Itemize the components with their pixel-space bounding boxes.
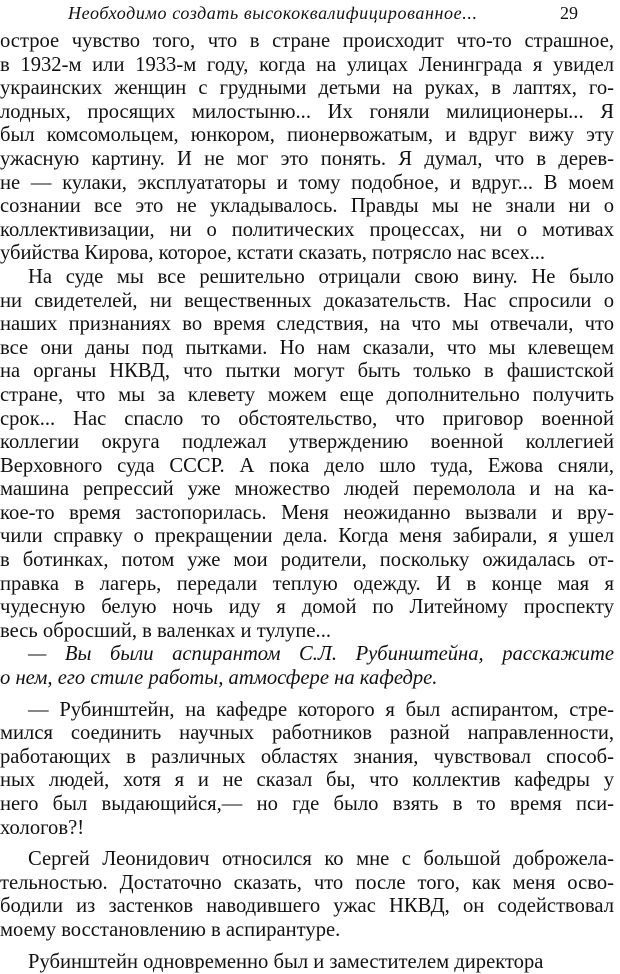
text-line: — Рубинштейн, на кафедре которого я был аспирантом, стре- bbox=[28, 698, 614, 721]
text-line: в ботинках, потом уже мои родители, поскольку ожидалась от- bbox=[0, 549, 614, 572]
paragraph bbox=[0, 643, 614, 690]
text-line: сознании все это не укладывалось. Правды мы не знали ни о bbox=[0, 195, 614, 218]
paragraph bbox=[0, 848, 614, 942]
text-line: лодных, просящих милостыню... Их гоняли милиционеры... Я bbox=[0, 100, 614, 123]
page-header bbox=[0, 3, 620, 27]
text-line: ужасную картину. И не мог это понять. Я думал, что в дерев- bbox=[0, 147, 614, 170]
text-line: не — кулаки, эксплуататоры и тому подобное, и вдруг... В моем bbox=[0, 171, 614, 194]
text-line: ных людей, хотя я и не сказал бы, что коллектив кафедры у bbox=[0, 769, 614, 792]
text-line: острое чувство того, что в стране происходит что-то страшное, bbox=[0, 30, 614, 52]
text-line: Рубинштейн одновременно был и заместителем директора bbox=[28, 950, 544, 973]
body-text bbox=[0, 30, 614, 974]
text-line: убийства Кирова, которое, кстати сказать, потрясло нас всех... bbox=[0, 242, 546, 265]
text-line: хологов?! bbox=[0, 816, 85, 839]
paragraph bbox=[0, 699, 614, 841]
text-line: него был выдающийся,— но где было взять в то время пси- bbox=[0, 793, 614, 815]
text-line: На суде мы все решительно отрицали свою вину. Не было bbox=[28, 265, 614, 288]
text-line: чили справку о прекращении дела. Когда меня забирали, я ушел bbox=[0, 525, 614, 548]
text-line: украинских женщин с грудными детьми на руках, в лаптях, го- bbox=[0, 77, 614, 100]
text-line: Сергей Леонидович относился ко мне с большой доброжела- bbox=[28, 848, 614, 871]
text-line: чудесную белую ночь иду я домой по Литейному проспекту bbox=[0, 596, 614, 619]
text-line: все они даны под пытками. Но нам сказали, что мы клевещем bbox=[0, 336, 614, 359]
paragraph bbox=[0, 951, 614, 974]
text-line: о нем, его стиле работы, атмосфере на кафедре. bbox=[0, 667, 438, 690]
text-line: работающих в различных областях знания, чувствовал способ- bbox=[0, 745, 614, 768]
text-line: моему восстановлению в аспирантуре. bbox=[0, 918, 341, 941]
text-line: весь обросший, в валенках и тулупе... bbox=[0, 619, 331, 642]
text-line: коллегии округа подлежал утверждению военной коллегией bbox=[0, 431, 614, 454]
page-number: 29 bbox=[560, 3, 578, 23]
text-line: срок... Нас спасло то обстоятельство, что приговор военной bbox=[0, 407, 614, 430]
text-line: — Вы были аспирантом С.Л. Рубинштейна, расскажите bbox=[28, 643, 614, 666]
text-line: наших признаниях во время следствия, на что мы отвечали, что bbox=[0, 313, 614, 336]
paragraph bbox=[0, 30, 614, 266]
text-line: был комсомольцем, юнкором, пионервожатым, и вдруг вижу эту bbox=[0, 124, 614, 147]
text-line: ни свидетелей, ни вещественных доказательств. Нас спросили о bbox=[0, 289, 614, 312]
text-line: машина репрессий уже множество людей перемолола и на ка- bbox=[0, 478, 614, 501]
text-line: Верховного суда СССР. А пока дело шло туда, Ежова сняли, bbox=[0, 454, 614, 477]
text-line: правка в лагерь, передали теплую одежду. И в конце мая я bbox=[0, 572, 614, 595]
running-title: Необходимо создать высококвалифицированное... bbox=[68, 3, 478, 23]
text-line: в 1932-м или 1933-м году, когда на улицах Ленинграда я увидел bbox=[0, 53, 614, 76]
paragraph bbox=[0, 266, 614, 644]
text-line: коллективизации, ни о политических процессах, ни о мотивах bbox=[0, 218, 614, 241]
text-line: бодили из застенков наводившего ужас НКВД, он содействовал bbox=[0, 895, 614, 918]
text-line: стране, что мы за клевету можем еще дополнительно получить bbox=[0, 383, 614, 406]
text-line: тельностью. Достаточно сказать, что после того, как меня осво- bbox=[0, 871, 614, 894]
text-line: мился соединить научных работников разной направленности, bbox=[0, 722, 614, 745]
text-line: кое-то время застопорилась. Меня неожиданно вызвали и вру- bbox=[0, 501, 614, 524]
text-line: на органы НКВД, что пытки могут быть только в фашистской bbox=[0, 360, 614, 383]
